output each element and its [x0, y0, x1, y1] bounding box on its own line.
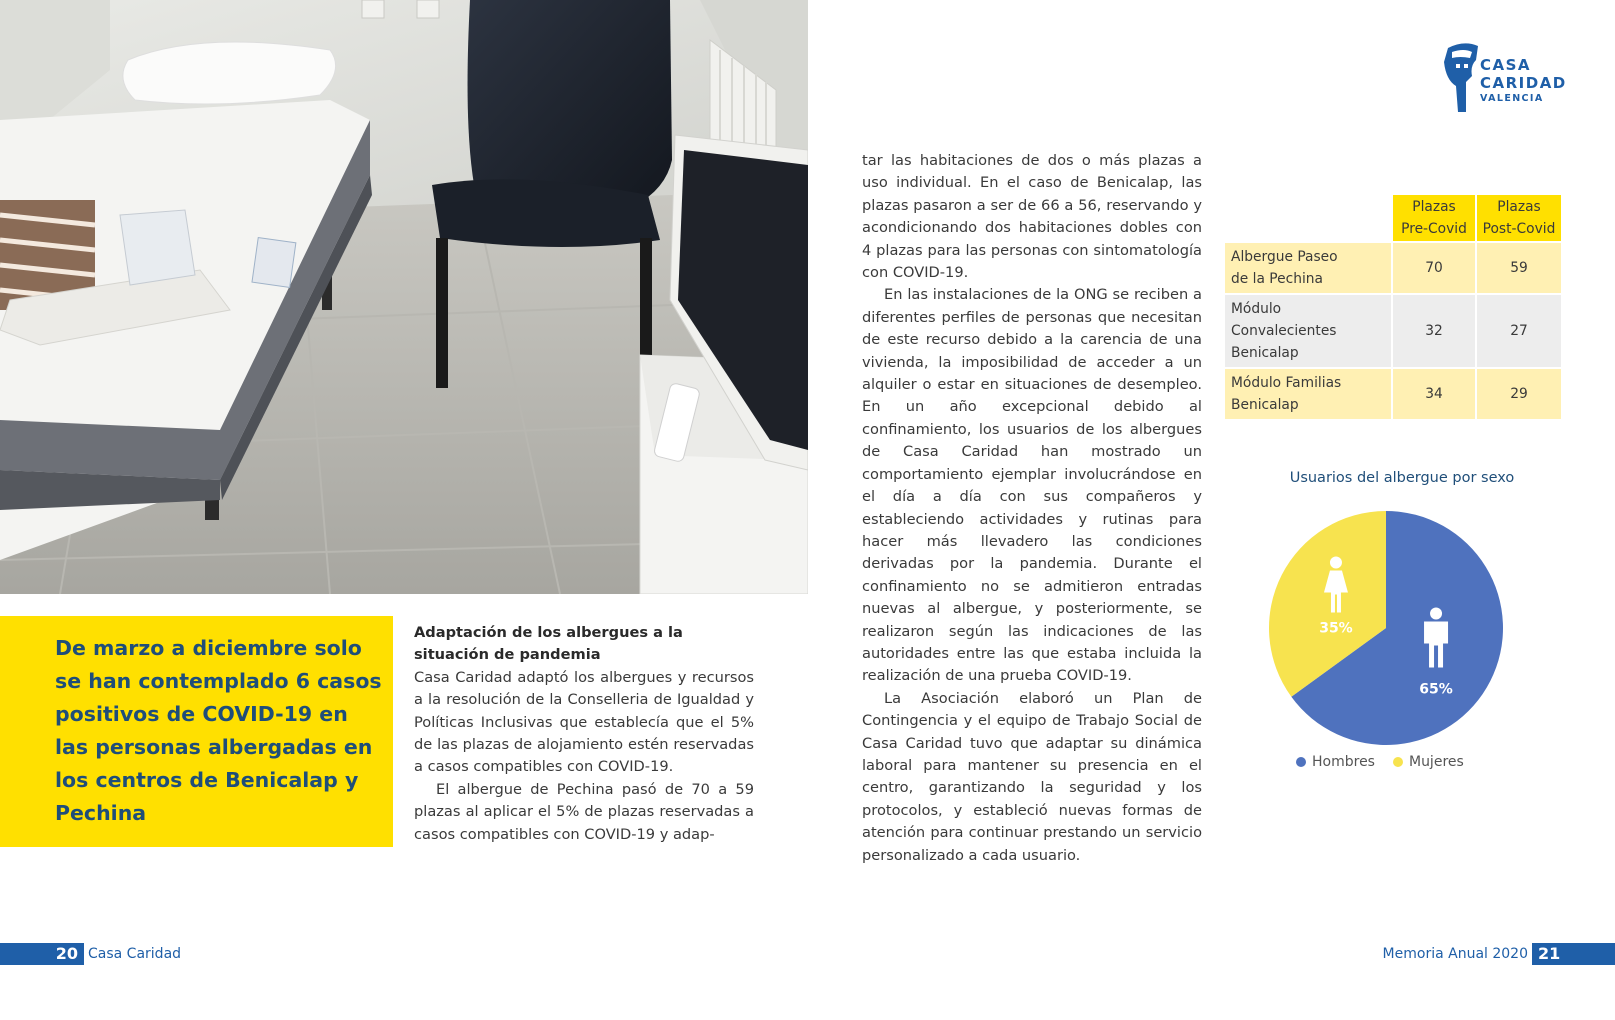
pie-label-mujeres: 35% — [1319, 620, 1353, 637]
paragraph: La Asociación elaboró un Plan de Contingencia y el equipo de Trabajo Social de Casa Caridad tuvo que adaptar su dinámica laboral para mantener su presencia en el centro, garantizando la seguridad y los protocolos, y estableció nuevas formas de atención para continuar prestando un servicio personalizado a cada usuario. — [862, 689, 1202, 864]
paragraph: tar las habitaciones de dos o más plazas a uso individual. En el caso de Benicalap, las plazas pasaron a ser de 66 a 56, reservando y acondicionando dos habitaciones dobles con 4 plazas para las personas con sintomatología con COVID-19. — [862, 152, 1202, 282]
legend-item-hombres — [1296, 754, 1375, 770]
header-pre-covid: Plazas Pre-Covid — [1392, 194, 1476, 242]
chart-title: Usuarios del albergue por sexo — [1289, 470, 1515, 486]
casa-caridad-logo — [1442, 42, 1592, 114]
section-heading: Adaptación de los albergues a la situación de pandemia — [414, 624, 683, 664]
page-number-left: 20 — [55, 944, 78, 963]
footer-right-label: Memoria Anual 2020 — [1382, 946, 1528, 962]
paragraph: En las instalaciones de la ONG se reciben a diferentes perfiles de personas que necesitan de este recurso debido a la carencia de una vivienda, la imposibilidad de acceder a un alquiler o estar en situaciones de desempleo. En un año excepcional debido al confinamiento, los usuarios de los albergues de Casa Caridad han mostrado un comportamiento ejemplar involucrándose en el día a día con sus compañeros y estableciendo actividades y rutinas para hacer más llevadero las condiciones derivadas por la pandemia. Durante el confinamiento no se admitieron entradas nuevas al albergue, y posteriormente, se realizaron según las indicaciones de las autoridades entre las que estaba incluida la realización de una prueba COVID-19. — [862, 286, 1202, 685]
paragraph: El albergue de Pechina pasó de 70 a 59 plazas al aplicar el 5% de plazas reservadas a casos compatibles con COVID-19 y adap- — [414, 780, 754, 843]
table-row — [1224, 242, 1562, 294]
legend-item-mujeres — [1393, 754, 1464, 770]
legend-dot — [1296, 757, 1306, 767]
legend-label: Hombres — [1312, 754, 1375, 770]
table-row — [1224, 294, 1562, 368]
logo-text-caridad: CARIDAD — [1480, 74, 1567, 92]
text-column-1 — [414, 622, 754, 846]
pie-chart — [1266, 508, 1506, 748]
cell-post: 27 — [1476, 294, 1562, 368]
highlight-quote-box — [0, 616, 393, 847]
footer-left-label: Casa Caridad — [88, 946, 182, 962]
cell-post: 59 — [1476, 242, 1562, 294]
cell-pre: 70 — [1392, 242, 1476, 294]
legend-label: Mujeres — [1408, 754, 1464, 770]
paragraph: Casa Caridad adaptó los albergues y recursos a la resolución de la Conselleria de Igualdad y Políticas Inclusivas que establecía que el 5% de las plazas de alojamiento estén reservadas a casos compatibles con COVID-19. — [414, 668, 754, 776]
text-column-2 — [862, 150, 1202, 867]
cell-pre: 32 — [1392, 294, 1476, 368]
row-label: Módulo Familias Benicalap — [1224, 368, 1392, 420]
pie-label-hombres: 65% — [1419, 681, 1453, 698]
row-label: Albergue Paseo de la Pechina — [1224, 242, 1392, 294]
highlight-quote-text: De marzo a diciembre solo se han contemplado 6 casos positivos de COVID-19 en las personas albergadas en los centros de Benicalap y Pechina — [55, 636, 382, 825]
cell-post: 29 — [1476, 368, 1562, 420]
logo-text-valencia: VALENCIA — [1480, 93, 1544, 104]
cell-pre: 34 — [1392, 368, 1476, 420]
table-header-row — [1224, 194, 1562, 242]
row-label: Módulo Convalecientes Benicalap — [1224, 294, 1392, 368]
logo-figure-icon — [1442, 42, 1482, 114]
room-photo — [0, 0, 808, 594]
logo-text-casa: CASA — [1480, 56, 1532, 74]
header-post-covid: Plazas Post-Covid — [1476, 194, 1562, 242]
legend-dot — [1393, 757, 1403, 767]
chart-legend — [1296, 752, 1482, 772]
plazas-table — [1223, 193, 1561, 421]
table-row — [1224, 368, 1562, 420]
page-number-right: 21 — [1538, 944, 1561, 963]
